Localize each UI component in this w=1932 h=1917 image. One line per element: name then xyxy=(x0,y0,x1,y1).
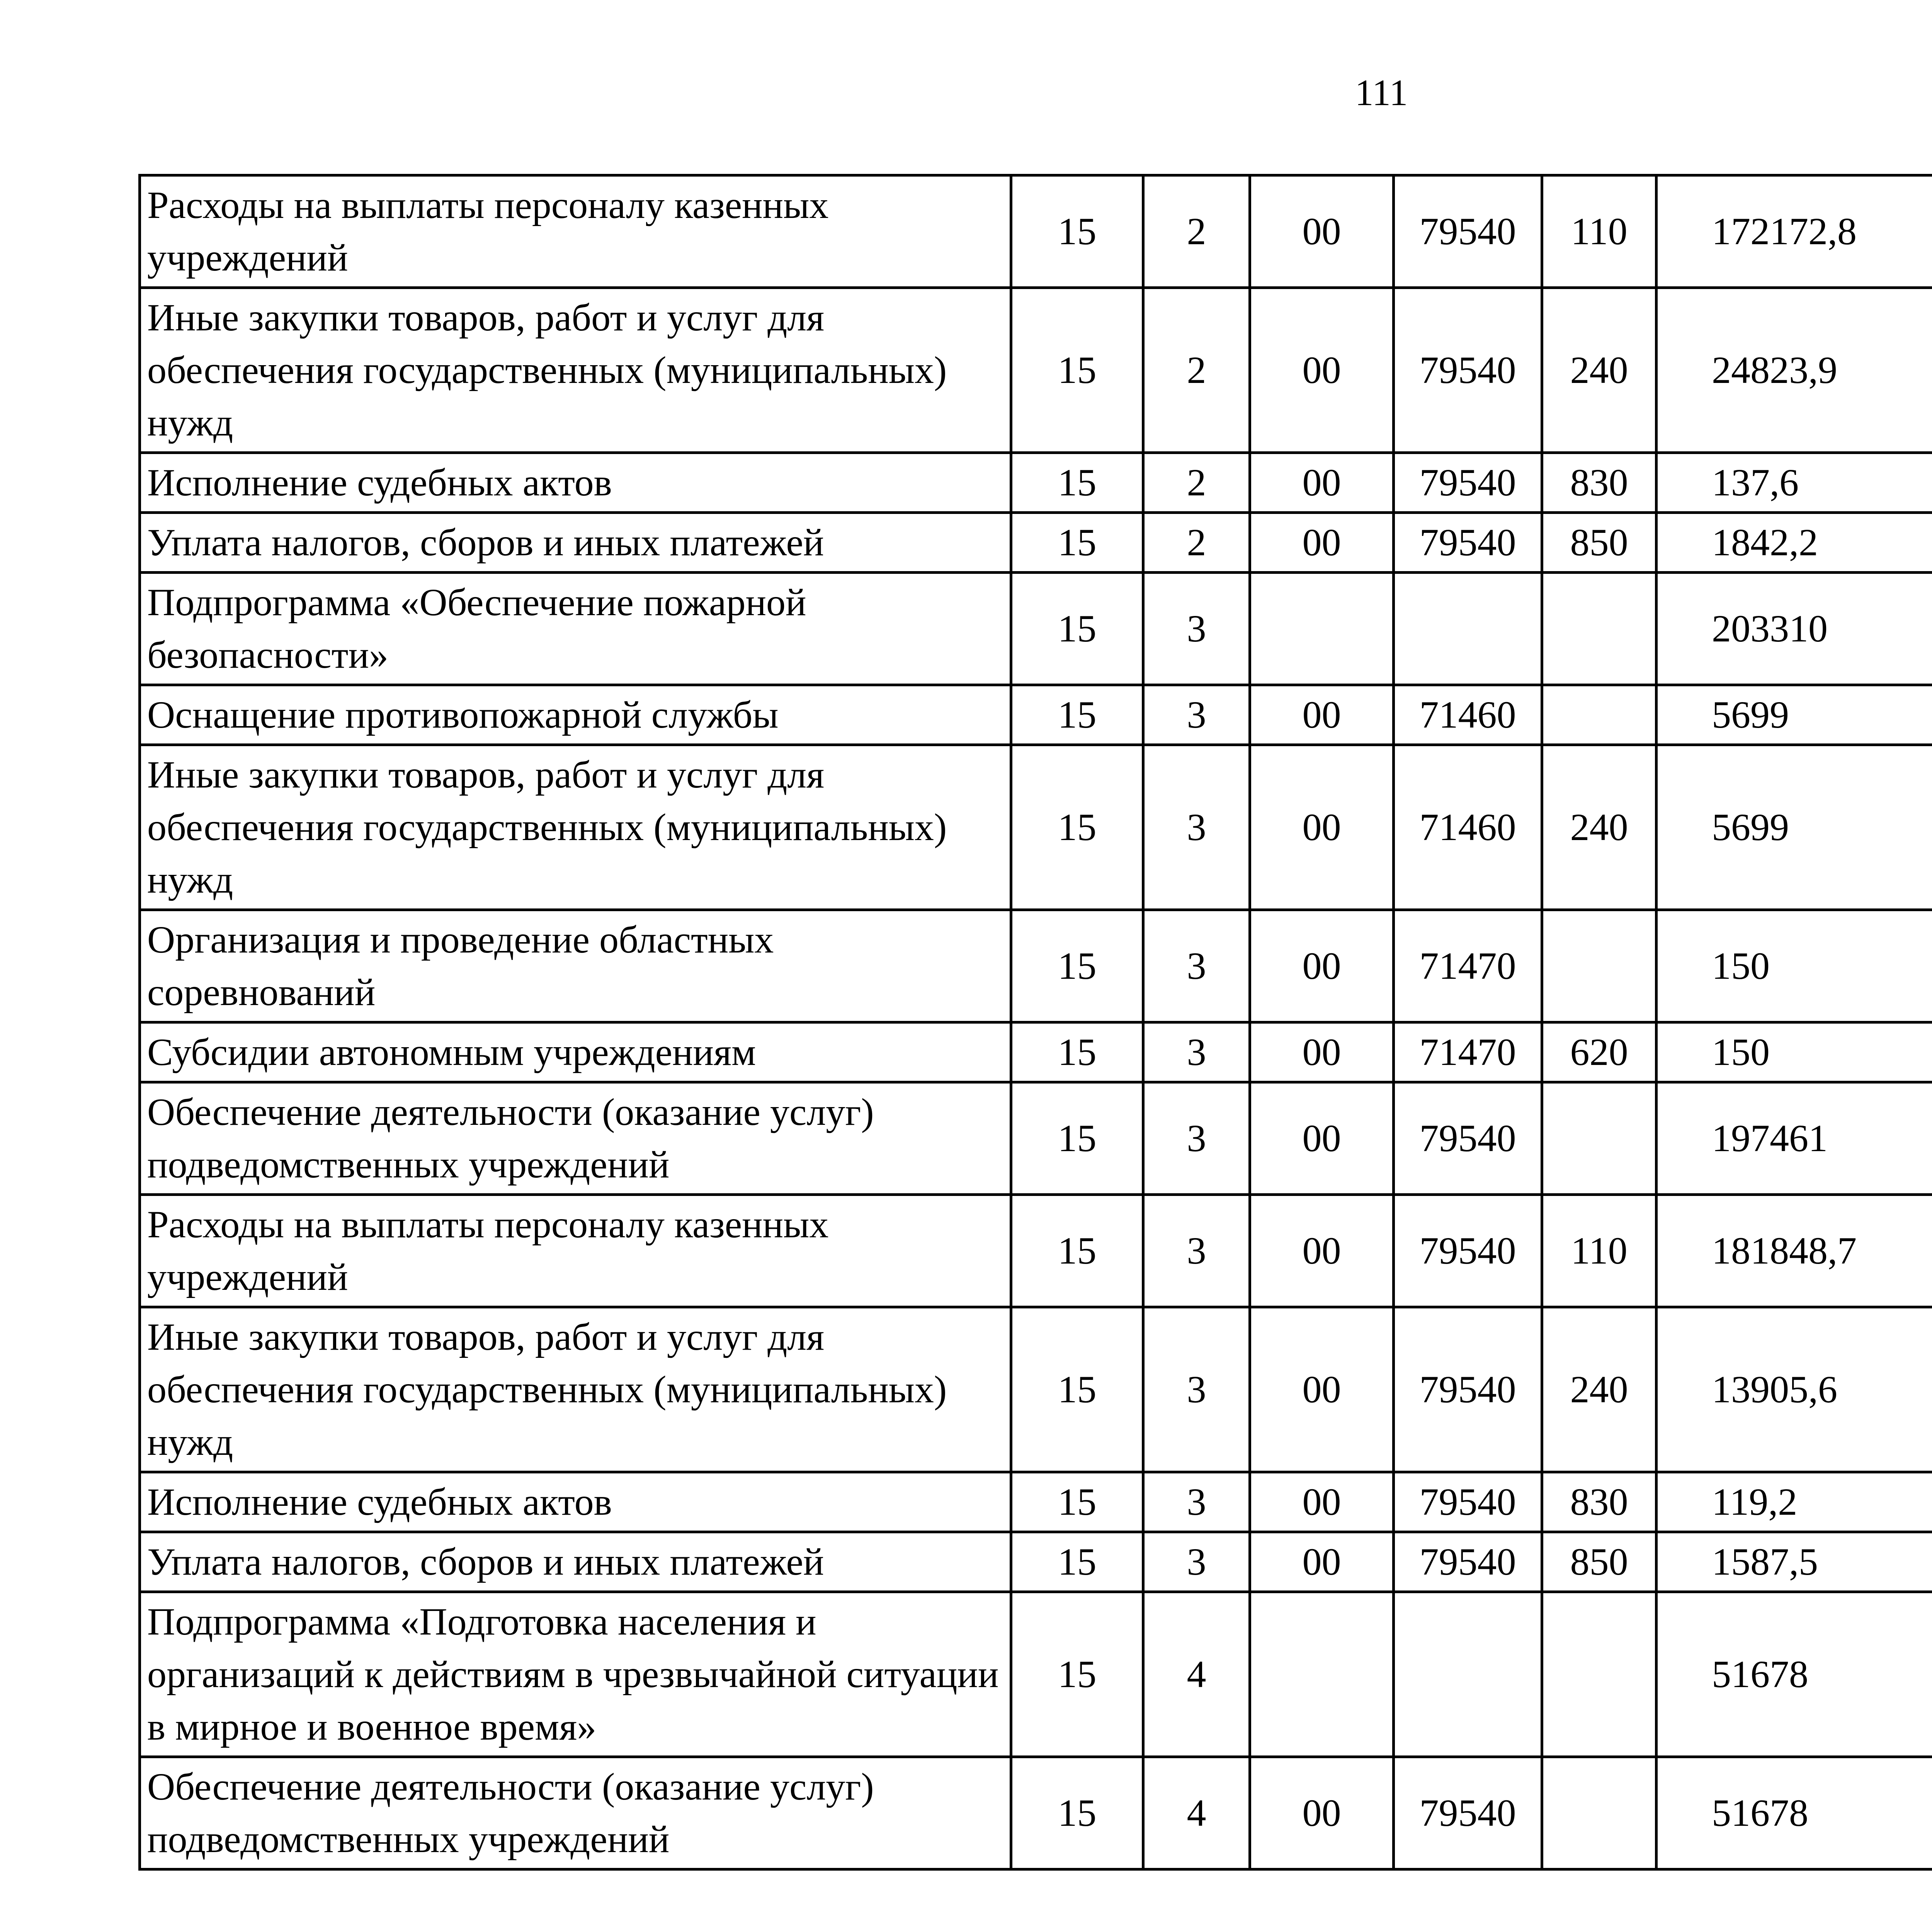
row-code: 00 xyxy=(1250,1532,1394,1592)
table-row xyxy=(140,1757,1932,1869)
row-sum-year-1: 5699 xyxy=(1656,685,1932,745)
row-sum-year-1: 24823,9 xyxy=(1656,288,1932,453)
row-name: Иные закупки товаров, работ и услуг для обеспечения государственных (муниципальных) нужд xyxy=(140,288,1011,453)
row-direction-code: 79540 xyxy=(1394,1195,1542,1307)
row-expense-type: 620 xyxy=(1542,1022,1656,1082)
table-row xyxy=(140,175,1932,288)
row-subprogram-code: 3 xyxy=(1143,1307,1250,1472)
row-sum-year-1: 51678 xyxy=(1656,1757,1932,1869)
row-direction-code: 71470 xyxy=(1394,910,1542,1022)
row-program-code: 15 xyxy=(1011,1532,1143,1592)
row-name: Оснащение противопожарной службы xyxy=(140,685,1011,745)
row-code: 00 xyxy=(1250,1022,1394,1082)
row-sum-year-1: 1842,2 xyxy=(1656,513,1932,573)
row-name: Исполнение судебных актов xyxy=(140,1472,1011,1532)
row-program-code: 15 xyxy=(1011,288,1143,453)
table-row xyxy=(140,910,1932,1022)
row-program-code: 15 xyxy=(1011,1307,1143,1472)
row-code: 00 xyxy=(1250,1195,1394,1307)
row-expense-type xyxy=(1542,1592,1656,1757)
row-sum-year-1: 51678 xyxy=(1656,1592,1932,1757)
row-name: Уплата налогов, сборов и иных платежей xyxy=(140,1532,1011,1592)
table-row xyxy=(140,288,1932,453)
row-expense-type: 240 xyxy=(1542,288,1656,453)
budget-table xyxy=(138,174,1932,1871)
row-code: 00 xyxy=(1250,288,1394,453)
row-expense-type: 830 xyxy=(1542,1472,1656,1532)
row-code: 00 xyxy=(1250,1472,1394,1532)
row-expense-type: 240 xyxy=(1542,1307,1656,1472)
table-row xyxy=(140,1532,1932,1592)
table-body xyxy=(140,175,1932,1869)
row-program-code: 15 xyxy=(1011,685,1143,745)
row-subprogram-code: 3 xyxy=(1143,1082,1250,1195)
row-program-code: 15 xyxy=(1011,453,1143,513)
row-expense-type: 110 xyxy=(1542,175,1656,288)
row-direction-code: 79540 xyxy=(1394,1082,1542,1195)
row-direction-code: 79540 xyxy=(1394,1472,1542,1532)
row-subprogram-code: 4 xyxy=(1143,1757,1250,1869)
row-program-code: 15 xyxy=(1011,910,1143,1022)
row-subprogram-code: 3 xyxy=(1143,1022,1250,1082)
row-sum-year-1: 5699 xyxy=(1656,745,1932,910)
row-expense-type: 240 xyxy=(1542,745,1656,910)
row-name: Иные закупки товаров, работ и услуг для обеспечения государственных (муниципальных) нужд xyxy=(140,745,1011,910)
row-expense-type: 850 xyxy=(1542,513,1656,573)
row-name: Обеспечение деятельности (оказание услуг) подведомственных учреждений xyxy=(140,1082,1011,1195)
table-row xyxy=(140,573,1932,685)
row-sum-year-1: 197461 xyxy=(1656,1082,1932,1195)
row-code xyxy=(1250,1592,1394,1757)
table-row xyxy=(140,1307,1932,1472)
row-subprogram-code: 3 xyxy=(1143,1532,1250,1592)
table-row xyxy=(140,1195,1932,1307)
row-direction-code: 71470 xyxy=(1394,1022,1542,1082)
row-sum-year-1: 172172,8 xyxy=(1656,175,1932,288)
row-name: Подпрограмма «Обеспечение пожарной безопасности» xyxy=(140,573,1011,685)
row-direction-code: 79540 xyxy=(1394,1307,1542,1472)
row-subprogram-code: 3 xyxy=(1143,1472,1250,1532)
row-direction-code: 79540 xyxy=(1394,288,1542,453)
row-code: 00 xyxy=(1250,1082,1394,1195)
table-row xyxy=(140,1592,1932,1757)
row-expense-type: 110 xyxy=(1542,1195,1656,1307)
row-program-code: 15 xyxy=(1011,175,1143,288)
row-subprogram-code: 2 xyxy=(1143,453,1250,513)
row-name: Подпрограмма «Подготовка населения и организаций к действиям в чрезвычайной ситуации в мирное и военное время» xyxy=(140,1592,1011,1757)
row-name: Уплата налогов, сборов и иных платежей xyxy=(140,513,1011,573)
row-expense-type xyxy=(1542,573,1656,685)
page-number: 111 xyxy=(1355,72,1408,113)
row-direction-code: 79540 xyxy=(1394,453,1542,513)
table-row xyxy=(140,1082,1932,1195)
row-subprogram-code: 3 xyxy=(1143,685,1250,745)
row-expense-type xyxy=(1542,1757,1656,1869)
row-code xyxy=(1250,573,1394,685)
row-direction-code: 71460 xyxy=(1394,745,1542,910)
row-direction-code: 79540 xyxy=(1394,1757,1542,1869)
row-code: 00 xyxy=(1250,453,1394,513)
row-sum-year-1: 119,2 xyxy=(1656,1472,1932,1532)
row-direction-code: 79540 xyxy=(1394,513,1542,573)
row-subprogram-code: 2 xyxy=(1143,513,1250,573)
row-direction-code xyxy=(1394,573,1542,685)
row-direction-code: 79540 xyxy=(1394,175,1542,288)
row-code: 00 xyxy=(1250,175,1394,288)
row-direction-code xyxy=(1394,1592,1542,1757)
row-subprogram-code: 2 xyxy=(1143,175,1250,288)
row-program-code: 15 xyxy=(1011,1195,1143,1307)
row-program-code: 15 xyxy=(1011,745,1143,910)
row-subprogram-code: 4 xyxy=(1143,1592,1250,1757)
row-sum-year-1: 203310 xyxy=(1656,573,1932,685)
table-row xyxy=(140,745,1932,910)
row-expense-type xyxy=(1542,1082,1656,1195)
table-row xyxy=(140,1022,1932,1082)
table-row xyxy=(140,685,1932,745)
row-subprogram-code: 3 xyxy=(1143,1195,1250,1307)
row-program-code: 15 xyxy=(1011,513,1143,573)
row-program-code: 15 xyxy=(1011,1757,1143,1869)
row-direction-code: 71460 xyxy=(1394,685,1542,745)
row-direction-code: 79540 xyxy=(1394,1532,1542,1592)
row-code: 00 xyxy=(1250,685,1394,745)
row-name: Расходы на выплаты персоналу казенных учреждений xyxy=(140,175,1011,288)
row-program-code: 15 xyxy=(1011,1472,1143,1532)
row-subprogram-code: 2 xyxy=(1143,288,1250,453)
row-sum-year-1: 150 xyxy=(1656,910,1932,1022)
row-program-code: 15 xyxy=(1011,1022,1143,1082)
row-subprogram-code: 3 xyxy=(1143,745,1250,910)
table-row xyxy=(140,1472,1932,1532)
row-sum-year-1: 137,6 xyxy=(1656,453,1932,513)
row-program-code: 15 xyxy=(1011,1082,1143,1195)
row-sum-year-1: 13905,6 xyxy=(1656,1307,1932,1472)
row-subprogram-code: 3 xyxy=(1143,910,1250,1022)
table-row xyxy=(140,453,1932,513)
row-name: Иные закупки товаров, работ и услуг для обеспечения государственных (муниципальных) нужд xyxy=(140,1307,1011,1472)
row-code: 00 xyxy=(1250,1307,1394,1472)
row-sum-year-1: 1587,5 xyxy=(1656,1532,1932,1592)
row-name: Обеспечение деятельности (оказание услуг) подведомственных учреждений xyxy=(140,1757,1011,1869)
row-code: 00 xyxy=(1250,910,1394,1022)
row-code: 00 xyxy=(1250,1757,1394,1869)
row-expense-type xyxy=(1542,910,1656,1022)
row-code: 00 xyxy=(1250,745,1394,910)
row-expense-type: 850 xyxy=(1542,1532,1656,1592)
row-expense-type xyxy=(1542,685,1656,745)
row-name: Субсидии автономным учреждениям xyxy=(140,1022,1011,1082)
row-subprogram-code: 3 xyxy=(1143,573,1250,685)
row-sum-year-1: 150 xyxy=(1656,1022,1932,1082)
row-name: Организация и проведение областных соревнований xyxy=(140,910,1011,1022)
table-row xyxy=(140,513,1932,573)
row-name: Исполнение судебных актов xyxy=(140,453,1011,513)
row-name: Расходы на выплаты персоналу казенных учреждений xyxy=(140,1195,1011,1307)
row-program-code: 15 xyxy=(1011,573,1143,685)
row-sum-year-1: 181848,7 xyxy=(1656,1195,1932,1307)
row-program-code: 15 xyxy=(1011,1592,1143,1757)
row-expense-type: 830 xyxy=(1542,453,1656,513)
row-code: 00 xyxy=(1250,513,1394,573)
